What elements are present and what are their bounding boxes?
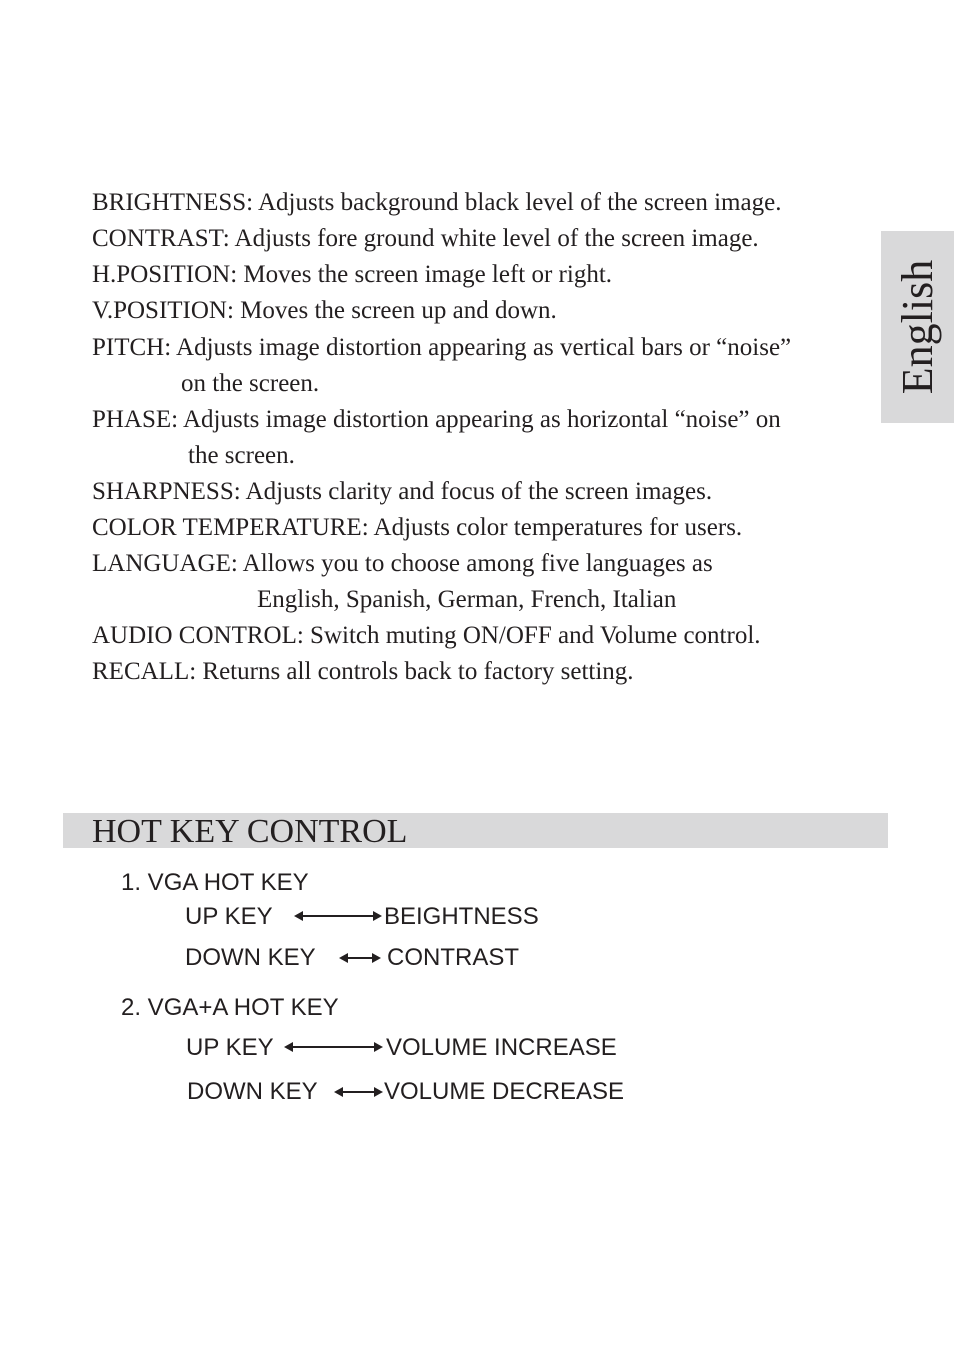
contrast-description: CONTRAST: Adjusts fore ground white level of the screen image. [92,225,759,252]
double-arrow-icon [284,1041,383,1053]
vga-up-key-label: UP KEY [185,903,273,930]
vga-a-hot-key-heading: 2. VGA+A HOT KEY [121,994,339,1021]
h-position-description: H.POSITION: Moves the screen image left or right. [92,261,613,288]
phase-description-continued: the screen. [188,442,295,469]
language-side-tab [881,231,954,423]
v-position-description: V.POSITION: Moves the screen up and down. [92,297,557,324]
pitch-description: PITCH: Adjusts image distortion appearing as vertical bars or “noise” [92,334,792,361]
audio-control-description: AUDIO CONTROL: Switch muting ON/OFF and Volume control. [92,622,761,649]
recall-description: RECALL: Returns all controls back to factory setting. [92,658,634,685]
vga-down-key-label: DOWN KEY [185,944,316,971]
phase-description: PHASE: Adjusts image distortion appearing as horizontal “noise” on [92,406,781,433]
language-description: LANGUAGE: Allows you to choose among five languages as [92,550,713,577]
language-description-continued: English, Spanish, German, French, Italian [257,586,677,613]
double-arrow-icon [334,1086,383,1098]
vga-hot-key-heading: 1. VGA HOT KEY [121,869,309,896]
hot-key-section-title: HOT KEY CONTROL [92,813,408,850]
hot-key-section-header [63,813,888,848]
double-arrow-icon [339,952,381,964]
vga-a-up-key-label: UP KEY [186,1034,274,1061]
vga-a-up-key-function: VOLUME INCREASE [386,1034,617,1061]
color-temperature-description: COLOR TEMPERATURE: Adjusts color temperatures for users. [92,514,743,541]
language-tab-label: English [892,259,942,395]
brightness-description: BRIGHTNESS: Adjusts background black level of the screen image. [92,189,782,216]
vga-up-key-function: BEIGHTNESS [384,903,539,930]
vga-a-down-key-label: DOWN KEY [187,1078,318,1105]
vga-down-key-function: CONTRAST [387,944,519,971]
pitch-description-continued: on the screen. [181,370,320,397]
vga-a-down-key-function: VOLUME DECREASE [384,1078,625,1105]
double-arrow-icon [294,910,382,922]
sharpness-description: SHARPNESS: Adjusts clarity and focus of the screen images. [92,478,713,505]
